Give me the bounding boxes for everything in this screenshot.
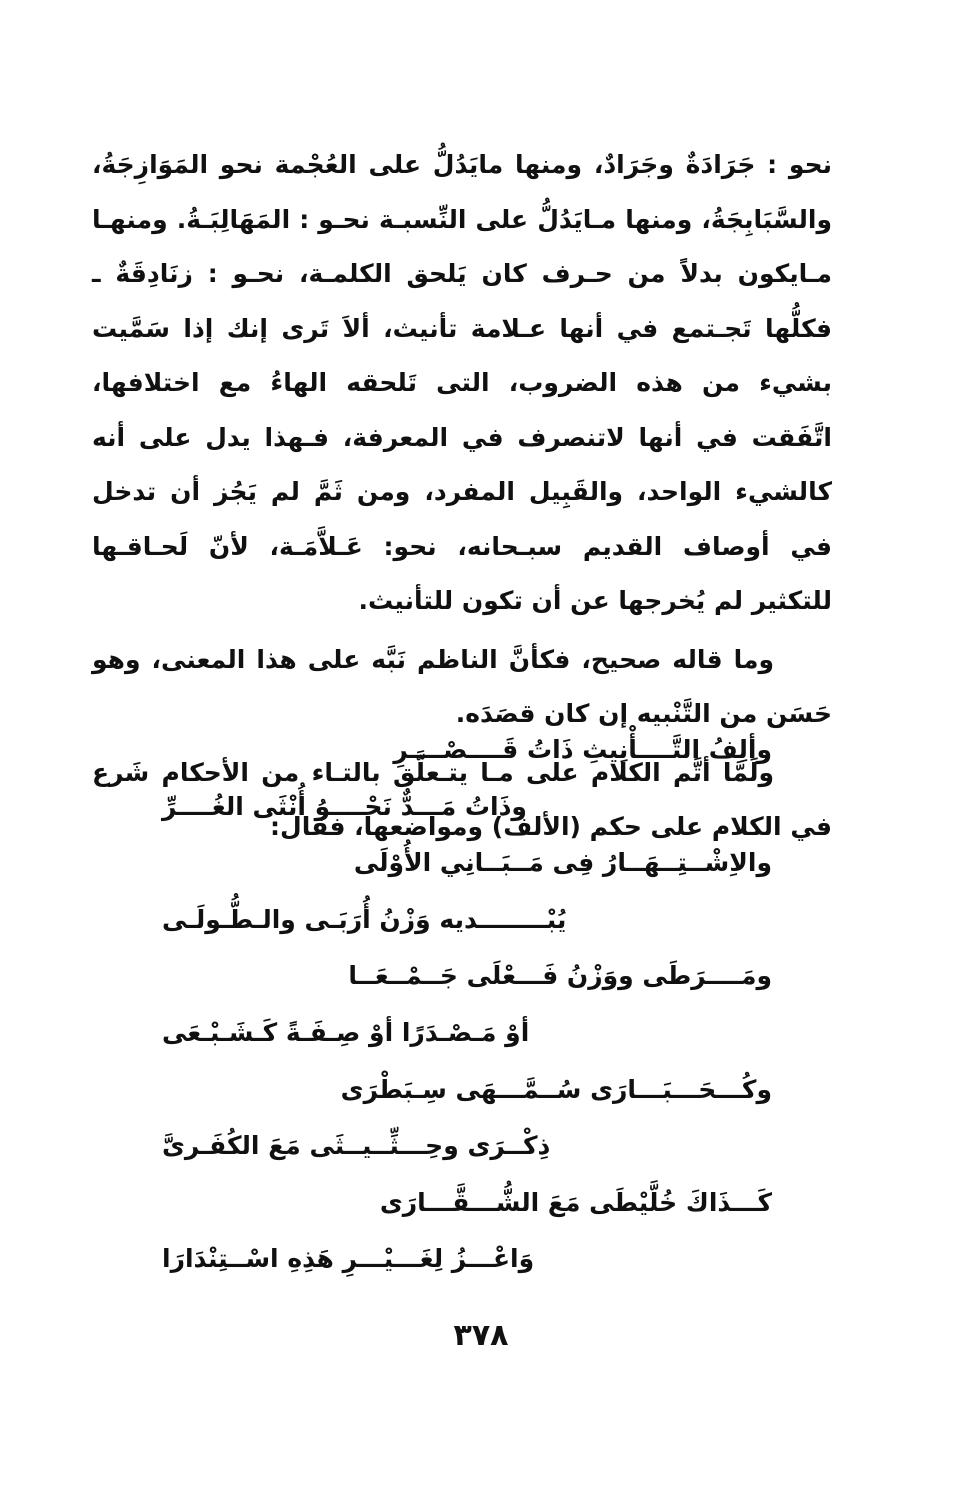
verse-second-hemistich: أوْ مَـصْـدَرًا أوْ صِـفَـةً كَـشَـبْـعَى — [162, 1017, 530, 1047]
verse-first-hemistich: وألِفُ التَّــــأْنِيثِ ذَاتُ قَــــصْــــرِ — [393, 735, 772, 764]
verse-second-hemistich: وَاعْـــزُ لِغَـــيْـــرِ هَذِهِ اسْــتِنْدَارَا — [162, 1244, 535, 1274]
verse-first-hemistich: وكُـــحَـــبَـــارَى سُــمَّـــهَى سِـبَطْرَى — [340, 1074, 772, 1104]
verse-second-hemistich: وذَاتُ مَـــدٌّ نَحْــــوُ أُنْثَى الغُــــرِّ — [162, 791, 527, 821]
paragraph: وما قاله صحيح، فكأنَّ الناظم نَبَّه على هذا المعنى، وهو حَسَن من التَّنْبيه إن كان قصَدَه. — [92, 644, 832, 728]
verse-second-hemistich: ذِكْــرَى وحِـــثِّــيــثَى مَعَ الكُفَـرىَّ — [162, 1131, 551, 1161]
verse-first-hemistich: ومَــــرَطَى ووَزْنُ فَـــعْلَى جَــمْــعَــا — [348, 961, 772, 991]
paragraph: ولَمَّا أتَّم الكلام على مـا يتـعلَّق بالتـاء من الأحكام شَرع في الكلام على حكم (الألف) ومواضعها، فقال: — [92, 757, 832, 841]
verse-first-hemistich: كَـــذَاكَ خُلَّيْطَى مَعَ الشُّـــقَّـــارَى — [379, 1187, 772, 1217]
poem-verses — [92, 722, 832, 1288]
paragraph: نحو : جَرَادَةٌ وجَرَادٌ، ومنها مايَدُلُّ على العُجْمة نحو المَوَازِجَةُ، والسَّبَابِجَةُ، ومنها مـايَدُلُّ على النِّسبـة نحـو : المَهَالِبَـةُ. ومنهـا مـايكون بدلاً من حـرف كان يَلحق الكلمـة، نحـو : زنَادِقَةٌ ـ فكلُّها تَجـتمع في أنها عـلامة تأنيث، ألاَ تَرى إنك إذا سَمَّيت بشيء من هذه الضروب، التى تَلحقه الهاءُ مع اختلافها، اتَّفَقت في أنها لاتنصرف في المعرفة، فـهذا يدل على أنه كالشيء الواحد، والقَبِيل المفرد، ومن ثَمَّ لم يَجُز أن تدخل في أوصاف القديم سبـحانه، نحو: عَـلاَّمَـة، لأنّ لَحـاقـها للتكثير لم يُخرجها عن أن تكون للتأنيث. — [92, 150, 832, 615]
verse-first-hemistich: والاِشْــتِــهَــارُ فِى مَــبَــانِي الأُوْلَى — [353, 848, 772, 878]
page-number: ٣٧٨ — [453, 1318, 509, 1353]
verse-second-hemistich: يُبْــــــــديه وَزْنُ أُرَبَـى والـطُّـولَـى — [162, 904, 567, 934]
